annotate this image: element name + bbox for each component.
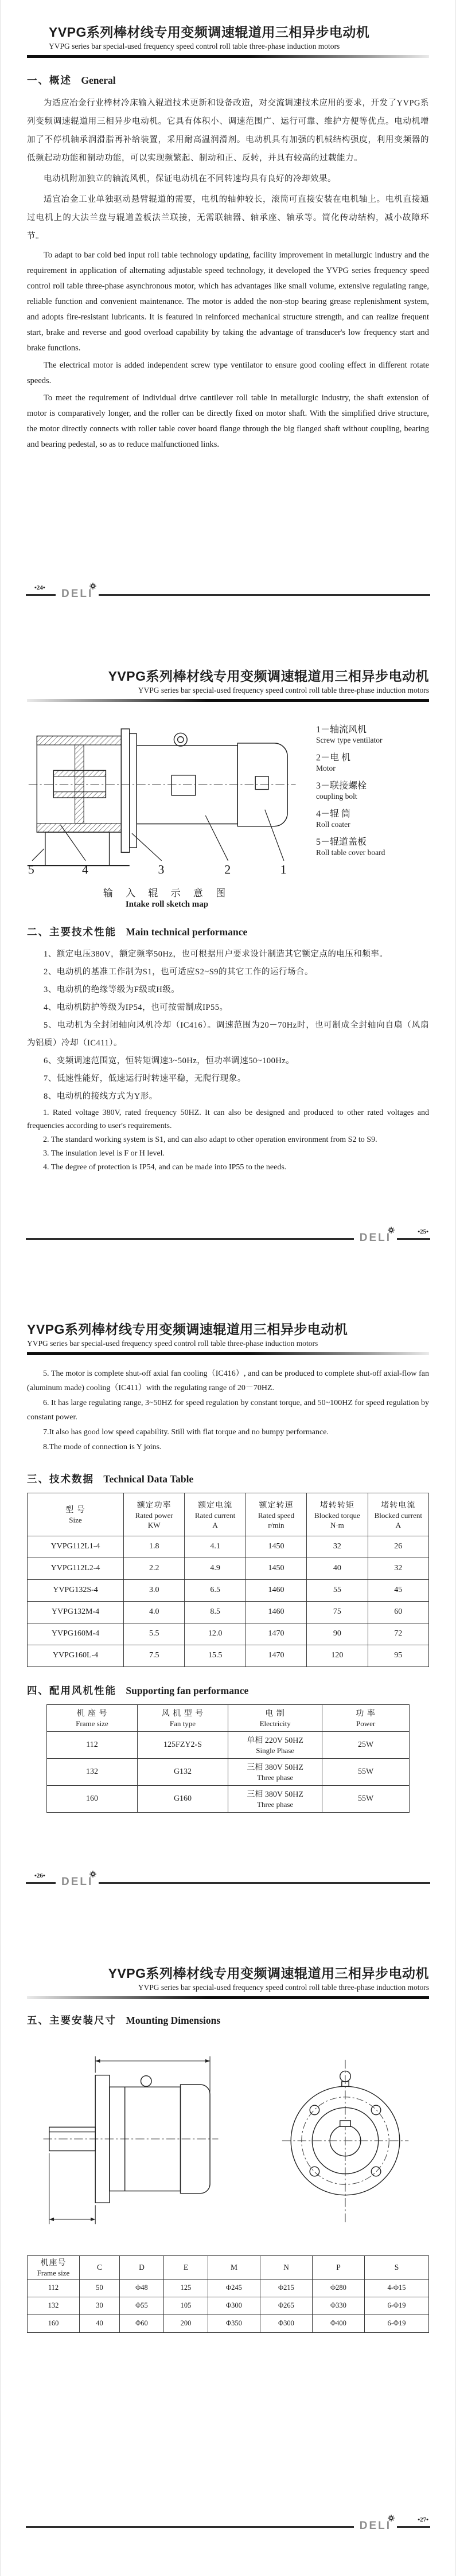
column-header: C — [80, 2255, 120, 2279]
page-number: •27• — [416, 2516, 430, 2523]
column-header: 功 率 Power — [322, 1704, 410, 1731]
page-header — [27, 1321, 429, 1355]
column-header: 额定功率 Rated power KW — [124, 1493, 185, 1536]
overview-paragraph-en: To adapt to bar cold bed input roll table technology updating, facility improvement in metallurgic industry and the requirement in application of alternating adjustable speed technology, it developed the YVPG series frequency speed control roll table three-phase asynchronous motor, which has advantages like small volume, extensive regulating range, reliable function and convenient maintenance. The motor is added the non-stop bearing grease replenishment system, and adopts fire-resistant lubricants. It is featured in reinforced mechanical structure strength, and can realize frequent start, brake and reverse and good overload capability by taking the advantage of transducer's low frequency start and brake functions. — [27, 250, 429, 353]
header-rule — [27, 699, 429, 702]
header-rule — [27, 1996, 429, 1999]
sketch-legend — [316, 711, 429, 910]
technical-data-table — [27, 1493, 429, 1667]
legend-item-en: Roll table cover board — [316, 848, 385, 857]
page-footer — [26, 1230, 430, 1247]
brand-text: DELI — [359, 1232, 391, 1244]
performance-item-zh: 8、电动机的接线方式为Y形。 — [44, 1091, 158, 1101]
performance-item-en: 1. Rated voltage 380V, rated frequency 50HZ. It can also be designed and produced to other rated voltages and frequencies according to user's requirements. — [27, 1108, 429, 1130]
legend-item: 4－辊 筒 — [316, 809, 351, 819]
callout-2: 2 — [224, 862, 231, 877]
legend-item-en: Roll coater — [316, 819, 350, 829]
performance-item-en: 6. It has large regulating range, 3~50HZ for speed regulation by constant torque, and 50~100HZ for speed regulation by constant power. — [27, 1398, 429, 1422]
performance-item-en: 4. The degree of protection is IP54, and can be made into IP55 to the needs. — [43, 1162, 287, 1172]
brand-logo — [56, 586, 99, 603]
motor-body — [137, 733, 237, 823]
page-header — [27, 668, 429, 702]
performance-item-zh: 3、电动机的绝缘等级为F级或H级。 — [44, 985, 180, 994]
table-row: YVPG132M-4 4.0 8.5 1460 75 60 — [28, 1601, 429, 1623]
page-header — [27, 24, 429, 58]
brand-text: DELI — [359, 2520, 391, 2532]
header-rule — [27, 1352, 429, 1355]
doc-title-en: YVPG series bar special-used frequency speed control roll table three-phase induction motors — [27, 1338, 318, 1348]
gear-icon — [388, 1227, 395, 1234]
brand-text: DELI — [61, 1876, 93, 1888]
overview-paragraph-zh: 适宜冶金工业单独驱动悬臂辊道的需要，电机的轴伸较长，滚筒可直接安装在电机轴上。电机直接通过电机上的大法兰盘与辊道盖板法兰联接，无需联轴器、轴承座、轴承等。简化传动结构，减小故障环节。 — [27, 194, 429, 241]
doc-title-en: YVPG series bar special-used frequency speed control roll table three-phase induction motors — [49, 41, 340, 50]
supporting-fan-table — [46, 1704, 410, 1813]
column-header: P — [313, 2255, 365, 2279]
motor-flange-front-view-drawing — [276, 2043, 414, 2238]
callout-leaders — [32, 810, 284, 861]
legend-item: 5－辊道盖板 — [316, 837, 367, 847]
section-heading-technical-data: 三、技术数据 Technical Data Table — [27, 1473, 194, 1485]
page-footer — [26, 586, 430, 603]
table-row: YVPG112L1-4 1.8 4.1 1450 32 26 — [28, 1536, 429, 1558]
page-footer — [26, 1874, 430, 1891]
column-header: 型 号 Size — [28, 1493, 124, 1536]
section-heading-performance: 二、主要技术性能 Main technical performance — [27, 926, 248, 938]
table-row: 132 G132 三相 380V 50HZ Three phase 55W — [47, 1758, 410, 1785]
page-3 — [0, 1288, 456, 1932]
overview-paragraph-en: To meet the requirement of individual drive cantilever roll table in metallurgic industry, the shaft extension of motor is comparatively longer, and the roller can be directly fixed on motor shaft. With the simplified drive structure, the motor directly connects with roller table cover board flange through the big flanged shaft without coupling, bearing and bearing pedestal, so as to reduce malfunctioned links. — [27, 393, 429, 449]
brand-logo — [354, 1230, 397, 1247]
section-heading-general — [27, 73, 429, 87]
doc-title-zh: YVPG系列棒材线专用变频调速辊道用三相异步电动机 — [27, 1322, 348, 1337]
section-heading-mounting: 五、主要安装尺寸 Mounting Dimensions — [27, 2014, 221, 2026]
legend-item: 3－联接螺栓 — [316, 780, 367, 791]
callout-3: 3 — [158, 862, 165, 877]
intake-roll-sketch-drawing — [27, 711, 307, 881]
performance-item-zh: 6、变频调速范围宽，恒转矩调速3~50Hz，恒功率调速50~100Hz。 — [44, 1056, 295, 1065]
section-heading-en: General — [81, 74, 116, 86]
sketch-caption-en: Intake roll sketch map — [125, 899, 209, 909]
callout-4: 4 — [82, 862, 88, 877]
header-rule — [27, 55, 429, 58]
performance-item-en: 8.The mode of connection is Y joins. — [43, 1442, 162, 1451]
table-header-row — [47, 1704, 410, 1731]
column-header: S — [365, 2255, 429, 2279]
page-4 — [0, 1932, 456, 2576]
column-header: 风 机 型 号 Fan type — [138, 1704, 228, 1731]
doc-title-en: YVPG series bar special-used frequency speed control roll table three-phase induction motors — [138, 1982, 429, 1992]
performance-item-en: 5. The motor is complete shut-off axial fan cooling（IC416）, and can be produced to complete shut-off axial-flow fan (aluminum made) cooling（IC411）with the regulating range of 20－70HZ. — [27, 1369, 429, 1392]
page-1 — [0, 0, 456, 644]
doc-title-en: YVPG series bar special-used frequency speed control roll table three-phase induction motors — [138, 685, 429, 694]
intake-roll-sketch-column — [27, 711, 307, 910]
cover-board-flange — [121, 729, 137, 852]
table-row: 112 125FZY2-S 单相 220V 50HZ Single Phase 25W — [47, 1731, 410, 1758]
table-header-row — [28, 1493, 429, 1536]
doc-title-zh: YVPG系列棒材线专用变频调速辊道用三相异步电动机 — [108, 669, 429, 684]
brand-text: DELI — [61, 588, 93, 600]
overview-paragraph-en: The electrical motor is added independent screw type ventilator to ensure good cooling effect in different rotate speeds. — [27, 360, 429, 385]
column-header: D — [120, 2255, 164, 2279]
brand-logo — [354, 2518, 397, 2535]
page-footer — [26, 2518, 430, 2535]
table-row: YVPG160M-4 5.5 12.0 1470 90 72 — [28, 1623, 429, 1645]
page-number: •25• — [416, 1228, 430, 1235]
page-number: •24• — [33, 584, 47, 591]
performance-item-en: 2. The standard working system is S1, and can also adapt to other operation environment from S2 to S9. — [43, 1135, 377, 1144]
brand-logo — [56, 1874, 99, 1891]
table-row: YVPG160L-4 7.5 15.5 1470 120 95 — [28, 1645, 429, 1666]
column-header: 额定电流 Rated current A — [185, 1493, 245, 1536]
intake-roll-diagram — [27, 711, 429, 910]
performance-item-zh: 4、电动机防护等级为IP54，也可按需制成IP55。 — [44, 1002, 228, 1012]
gear-icon — [89, 583, 96, 590]
doc-title-zh: YVPG系列棒材线专用变频调速辊道用三相异步电动机 — [108, 1966, 429, 1981]
motor-frame — [110, 2075, 181, 2191]
performance-item-zh: 5、电动机为全封闭轴向风机冷却（IC416）。调速范围为20－70Hz时，也可制成全封轴向自扇（风扇为铝质）冷却（IC411）。 — [27, 1020, 429, 1048]
column-header: 电 制 Electricity — [228, 1704, 322, 1731]
roller-assembly — [37, 736, 121, 832]
column-header: 堵转转矩 Blocked torque N·m — [307, 1493, 368, 1536]
table-row: 160 40 Φ60 200 Φ350 Φ300 Φ400 6-Φ19 — [28, 2315, 429, 2332]
column-header: 堵转电流 Blocked current A — [368, 1493, 428, 1536]
table-row: 160 G160 三相 380V 50HZ Three phase 55W — [47, 1785, 410, 1812]
table-row: 132 30 Φ55 105 Φ300 Φ265 Φ330 6-Φ19 — [28, 2297, 429, 2315]
gear-icon — [89, 1871, 96, 1878]
motor-side-view-drawing — [42, 2043, 220, 2238]
performance-item-zh: 7、低速性能好，低速运行时转速平稳，无爬行现象。 — [44, 1074, 246, 1083]
performance-item-en: 7.It also has good low speed capability. Still with flat torque and no bumpy performance. — [43, 1427, 329, 1437]
column-header: N — [260, 2255, 313, 2279]
legend-item-en: Screw type ventilator — [316, 735, 383, 744]
page-number: •26• — [33, 1872, 47, 1879]
legend-item-en: coupling bolt — [316, 791, 357, 801]
table-row: YVPG132S-4 3.0 6.5 1460 55 45 — [28, 1579, 429, 1601]
column-header: M — [208, 2255, 260, 2279]
callout-5: 5 — [28, 862, 34, 877]
legend-item: 2－电 机 — [316, 752, 351, 763]
performance-item-zh: 1、额定电压380V，额定频率50Hz，也可根据用户要求设计制造其它额定点的电压和频率。 — [44, 949, 388, 959]
column-header: 机座号 Frame size — [28, 2255, 80, 2279]
mounting-drawings — [27, 2043, 429, 2238]
section-heading-fan: 四、配用风机性能 Supporting fan performance — [27, 1684, 249, 1696]
page-2 — [0, 644, 456, 1288]
gear-icon — [388, 2515, 395, 2522]
performance-item-en: 3. The insulation level is F or H level. — [43, 1149, 165, 1158]
legend-item-en: Motor — [316, 763, 336, 772]
pedestal — [28, 832, 130, 865]
column-header: E — [164, 2255, 208, 2279]
column-header: 额定转速 Rated speed r/min — [245, 1493, 306, 1536]
legend-item: 1－轴流风机 — [316, 724, 367, 735]
performance-item-zh: 2、电动机的基准工作制为S1，也可适应S2~S9的其它工作的运行场合。 — [44, 967, 314, 977]
doc-title-zh: YVPG系列棒材线专用变频调速辊道用三相异步电动机 — [49, 25, 370, 40]
page-header — [27, 1965, 429, 1999]
table-row: YVPG112L2-4 2.2 4.9 1450 40 32 — [28, 1558, 429, 1579]
dimension-lines — [49, 2056, 210, 2224]
table-row: 112 50 Φ48 125 Φ245 Φ215 Φ280 4-Φ15 — [28, 2279, 429, 2297]
mounting-dimensions-table — [27, 2255, 429, 2333]
overview-paragraph-zh: 电动机附加独立的轴流风机，保证电动机在不同转速均具有良好的冷却效果。 — [44, 174, 336, 184]
section-heading-zh: 一、概述 — [27, 74, 72, 86]
column-header: 机 座 号 Frame size — [47, 1704, 138, 1731]
sketch-caption-zh: 输 入 辊 示 意 图 — [103, 887, 231, 899]
table-header-row — [28, 2255, 429, 2279]
callout-1: 1 — [280, 862, 287, 877]
overview-paragraph-zh: 为适应冶金行业棒材冷床输入辊道技术更新和设备改造，对交流调速技术应用的要求，开发了YVPG系列变频调速辊道用三相异步电动机。它具有体积小、调速范围广、运行可靠、维护方便等优点。电动机增加了不停机轴承润滑脂再补给装置，采用耐高温润滑剂。电动机具有加强的机械结构强度，利用变频器的低频起动功能和制动功能，可以实现频繁起、制动和正、反转，并具有较高的过载能力。 — [27, 98, 429, 163]
